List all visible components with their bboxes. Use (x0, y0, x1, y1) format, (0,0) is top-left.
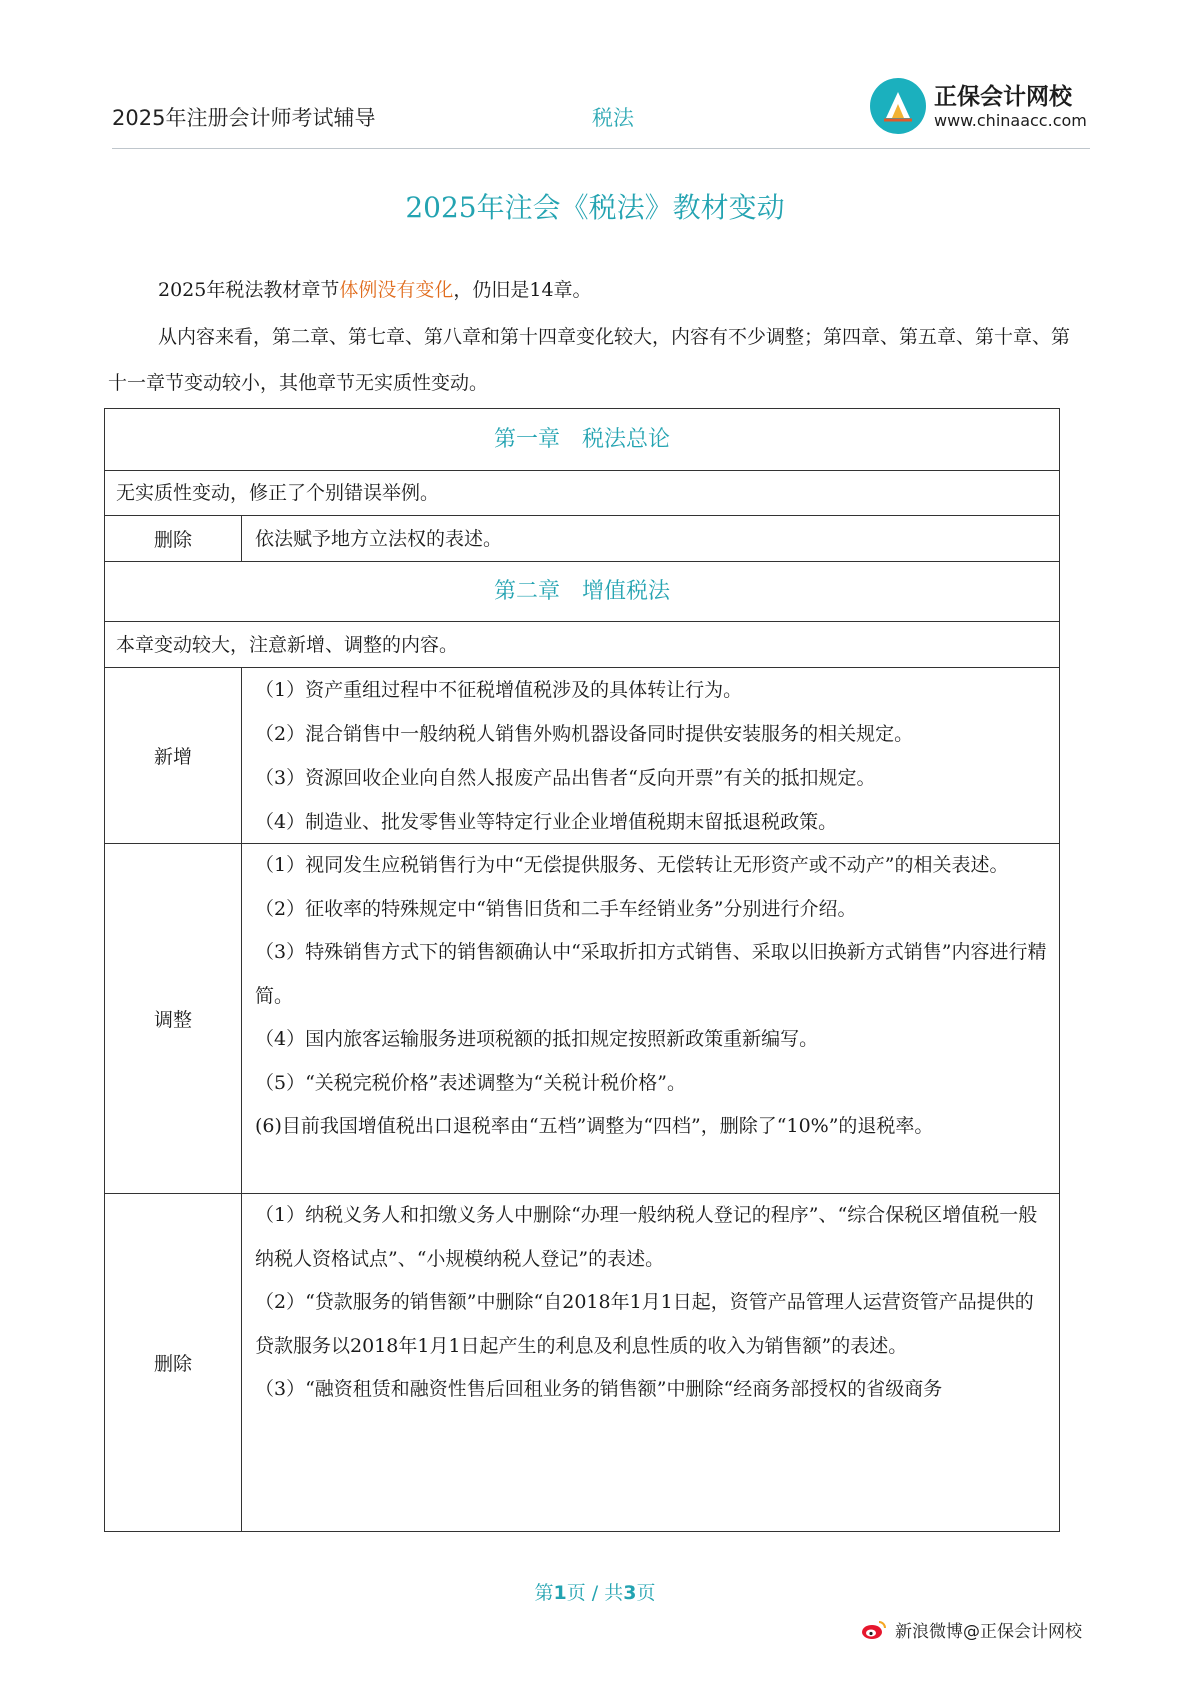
list-item: （1）资产重组过程中不征税增值税涉及的具体转让行为。 (255, 679, 743, 701)
list-item: （1）视同发生应税销售行为中“无偿提供服务、无偿转让无形资产或不动产”的相关表述。 (255, 854, 1009, 876)
chapter2-delete-row (105, 1194, 1059, 1531)
delete-label: 删除 (105, 516, 242, 561)
delete-list (255, 1194, 1051, 1412)
chapter1-heading: 第一章 税法总论 (105, 409, 1059, 471)
chapter1-note: 无实质性变动，修正了个别错误举例。 (105, 471, 1059, 516)
logo-name: 正保会计网校 (934, 84, 1072, 110)
brand-logo (870, 74, 1090, 136)
list-item: （1）纳税义务人和扣缴义务人中删除“办理一般纳税人登记的程序”、“综合保税区增值税一般纳税人资格试点”、“小规模纳税人登记”的表述。 (255, 1204, 1038, 1270)
intro-text-end: ，仍旧是14章。 (453, 279, 592, 301)
intro-highlight: 体例没有变化 (339, 279, 454, 301)
list-item: （4）制造业、批发零售业等特定行业企业增值税期末留抵退税政策。 (255, 811, 838, 833)
adjust-list (255, 844, 1051, 1149)
weibo-credit (861, 1617, 1082, 1642)
list-item: （5）“关税完税价格”表述调整为“关税计税价格”。 (255, 1071, 686, 1094)
list-item: (6)目前我国增值税出口退税率由“五档”调整为“四档”，删除了“10%”的退税率。 (255, 1115, 934, 1137)
subject-label: 税法 (592, 106, 634, 130)
document-title: 2025年注会《税法》教材变动 (405, 191, 785, 224)
weibo-text: 新浪微博@正保会计网校 (895, 1622, 1082, 1642)
chapter2-note: 本章变动较大，注意新增、调整的内容。 (105, 622, 1059, 668)
add-label: 新增 (105, 668, 242, 843)
list-item: （2）征收率的特殊规定中“销售旧货和二手车经销业务”分别进行介绍。 (255, 897, 857, 920)
adjust-label: 调整 (105, 844, 242, 1193)
list-item: （3）“融资租赁和融资性售后回租业务的销售额”中删除“经商务部授权的省级商务 (255, 1378, 943, 1400)
page-suffix: 页 (636, 1582, 656, 1604)
total-pages: 3 (623, 1582, 637, 1604)
list-item: （4）国内旅客运输服务进项税额的抵扣规定按照新政策重新编写。 (255, 1028, 819, 1050)
add-list (255, 668, 1051, 844)
summary-paragraph: 从内容来看，第二章、第七章、第八章和第十四章变化较大，内容有不少调整；第四章、第五章、第十章、第十一章节变动较小，其他章节无实质性变动。 (108, 326, 1071, 394)
chapter1-delete-text: 依法赋予地方立法权的表述。 (255, 528, 503, 550)
logo-url: www.chinaacc.com (934, 111, 1087, 130)
list-item: （3）资源回收企业向自然人报废产品出售者“反向开票”有关的抵扣规定。 (255, 767, 876, 789)
page-header (112, 70, 1090, 149)
page-prefix: 第 (534, 1582, 554, 1604)
page-middle: 页 / 共 (566, 1582, 624, 1604)
list-item: （2）混合销售中一般纳税人销售外购机器设备同时提供安装服务的相关规定。 (255, 723, 914, 745)
chapter2-heading: 第二章 增值税法 (105, 562, 1059, 622)
chapter2-add-row (105, 668, 1059, 844)
list-item: （2）“贷款服务的销售额”中删除“自2018年1月1日起，资管产品管理人运营资管产品提供的贷款服务以2018年1月1日起产生的利息及利息性质的收入为销售额”的表述。 (255, 1291, 1034, 1357)
exam-title: 2025年注册会计师考试辅导 (112, 106, 376, 130)
chapter2-adjust-row (105, 844, 1059, 1194)
intro-text: 2025年税法教材章节 (158, 279, 340, 301)
page-number (0, 1578, 1190, 1605)
changes-table (104, 408, 1060, 1532)
weibo-icon (861, 1620, 887, 1640)
logo-icon (870, 78, 926, 134)
current-page: 1 (553, 1582, 567, 1604)
intro-paragraph (108, 267, 1088, 313)
chapter1-delete-row (105, 516, 1059, 562)
delete-label: 删除 (105, 1194, 242, 1531)
list-item: （3）特殊销售方式下的销售额确认中“采取折扣方式销售、采取以旧换新方式销售”内容进行精简。 (255, 941, 1047, 1007)
